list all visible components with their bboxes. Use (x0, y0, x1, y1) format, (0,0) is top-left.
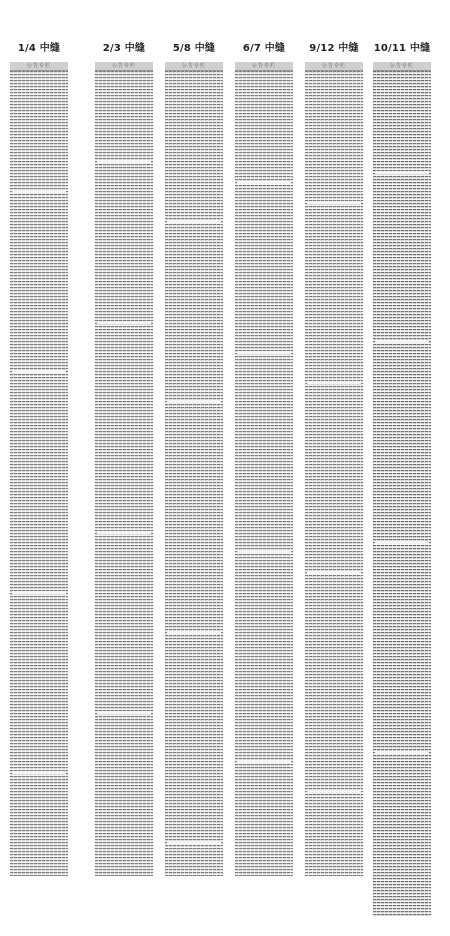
gutter-column-5-8 (165, 0, 223, 936)
column-title: 6/7 中缝 (242, 43, 286, 54)
notice-text-block (165, 71, 223, 876)
paragraph-gap (12, 771, 66, 774)
gutter-column-6-7 (235, 0, 293, 936)
paragraph-gap (12, 591, 66, 594)
paragraph-gap (167, 841, 221, 844)
notice-strip (165, 62, 223, 876)
paragraph-gap (12, 191, 66, 194)
paragraph-gap (97, 161, 151, 164)
notice-text-block (95, 71, 153, 876)
paragraph-gap (307, 381, 361, 384)
column-title: 5/8 中缝 (172, 43, 216, 54)
paragraph-gap (375, 171, 429, 174)
notice-strip (95, 62, 153, 876)
paragraph-gap (97, 531, 151, 534)
column-title: 1/4 中缝 (17, 43, 61, 54)
paragraph-gap (307, 201, 361, 204)
gutter-column-2-3 (95, 0, 153, 936)
paragraph-gap (237, 181, 291, 184)
column-title: 2/3 中缝 (102, 43, 146, 54)
notice-strip (373, 62, 431, 916)
paragraph-gap (97, 321, 151, 324)
paragraph-gap (375, 751, 429, 754)
paragraph-gap (307, 791, 361, 794)
notice-strip (305, 62, 363, 876)
strip-header: 公告专栏 (305, 62, 363, 71)
paragraph-gap (237, 551, 291, 554)
notice-text-block (235, 71, 293, 876)
column-title: 9/12 中缝 (309, 43, 359, 54)
paragraph-gap (307, 571, 361, 574)
strip-header: 公告专栏 (235, 62, 293, 71)
paragraph-gap (237, 761, 291, 764)
paragraph-gap (12, 371, 66, 374)
strip-header: 公告专栏 (10, 62, 68, 71)
strip-header: 公告专栏 (95, 62, 153, 71)
paragraph-gap (375, 341, 429, 344)
gutter-column-10-11 (373, 0, 431, 936)
paragraph-gap (167, 221, 221, 224)
strip-header: 公告专栏 (165, 62, 223, 71)
paragraph-gap (97, 711, 151, 714)
notice-text-block (305, 71, 363, 876)
strip-header: 公告专栏 (373, 62, 431, 71)
paragraph-gap (237, 351, 291, 354)
paragraph-gap (167, 401, 221, 404)
gutter-column-1-4 (10, 0, 68, 936)
notice-strip (10, 62, 68, 876)
paragraph-gap (167, 631, 221, 634)
column-title: 10/11 中缝 (373, 43, 431, 54)
paragraph-gap (375, 541, 429, 544)
notice-text-block (10, 71, 68, 876)
notice-text-block (373, 71, 431, 916)
gutter-column-9-12 (305, 0, 363, 936)
notice-strip (235, 62, 293, 876)
